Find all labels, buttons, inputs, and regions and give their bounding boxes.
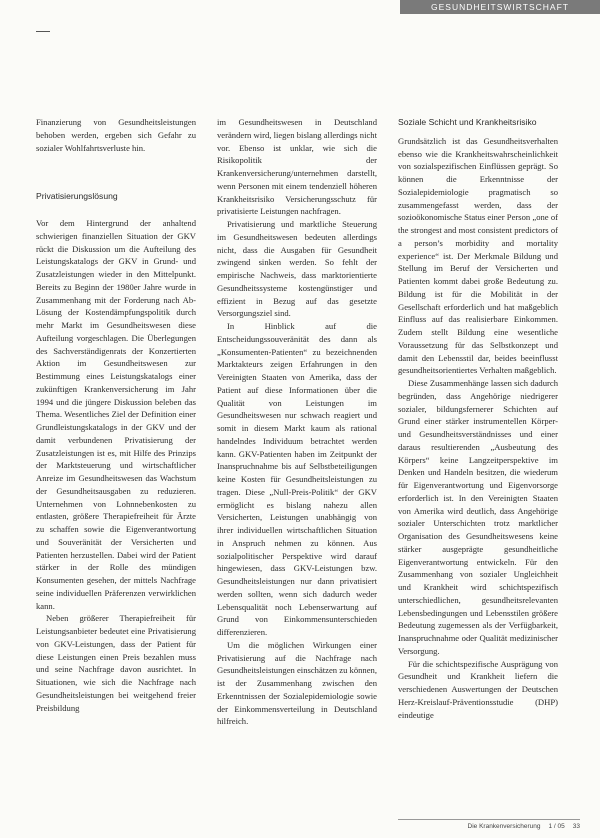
paragraph: Neben größerer Therapiefreiheit für Leistungsanbieter bedeutet eine Privatisierung von GKV-Leistungen, dass der Patient für diese Leistungen einen Preis bezahlen muss und seine Nachfrage davon ausrichtet. In Situationen, wie sich die Nachfrage nach Gesundheitsleistungen bei weitgehend freier Preisbildung: [36, 613, 196, 713]
issue-number: 1 / 05: [548, 823, 565, 830]
paragraph: Privatisierung und marktliche Steuerung im Gesundheitswesen bedeuten allerdings nicht, dass die Ausgaben für Gesundheit zwingend sinken werden. So fehlt der empirische Nachweis, dass marktorientierte Gesundheitssysteme kostengünstiger und effizient in Bezug auf das gesetzte Versorgungsziel sind.: [217, 219, 377, 319]
top-rule: [36, 31, 50, 32]
section-heading: Privatisierungslösung: [36, 191, 118, 202]
column-1: [36, 116, 196, 714]
paragraph: Grundsätzlich ist das Gesundheitsverhalten ebenso wie die Krankheitswahrscheinlichkeit von sozialspezifischen Einflüssen geprägt. So können die Erkenntnisse der Sozialepidemiologie pragmatisch so zusammengefasst werden, dass der sozioökonomische Status einer Person „one of the strongest and most consistent predictors of a person’s morbidity and mortality experience“ ist. Der Merkmale Bildung und Stellung im Beruf der Versicherten und Patienten kommt dabei große Bedeutung zu. Bildung ist für die Mobilität in der Gesellschaft erforderlich und hat maßgeblich Einfluss auf das realisierbare Einkommen. Zudem stellt Bildung eine wesentliche Voraussetzung für das Selbstkonzept und damit den Lebensstil dar, beides beeinflusst gesundheitsorientiertes Verhalten maßgeblich.: [398, 135, 558, 376]
paragraph: im Gesundheitswesen in Deutschland verändern wird, liegen bislang allerdings nicht vor. Ebenso ist unklar, wie sich die Risikopolitik der Krankenversicherung/unternehmen darstellt, wenn Personen mit einem tendenziell höheren Krankheitsrisiko Versicherungsschutz für privatisierte Leistungen nachfragen.: [217, 117, 377, 217]
paragraph: Für die schichtspezifische Ausprägung von Gesundheit und Krankheit liefern die verschiedenen Auswertungen der Deutschen Herz-Kreislauf-Präventionsstudie (DHP) eindeutige: [398, 658, 558, 720]
column-3: [398, 116, 558, 721]
column-2: [217, 116, 377, 728]
paragraph: In Hinblick auf die Entscheidungssouveränität des dann als „Konsumenten-Patienten“ zu bezeichnenden Marktakteurs zeigen Erfahrungen in den Vereinigten Staaten von Amerika, dass der Patient auf diese Informationen über die Qualität von Leistungen im Gesundheitswesen nur schwach reagiert und somit in diesem Markt kaum als rational handelndes Individuum betrachtet werden kann. GKV-Patienten haben im Zeitpunkt der Inanspruchnahme bis auf Selbstbeteiligungen keine Kosten für Gesundheitsleistungen zu tragen. Diese „Null-Preis-Politik“ der GKV ermöglicht es bislang nahezu allen Versicherten, Leistungen unabhängig von ihrer individuellen wirtschaftlichen Situation in Anspruch nehmen zu können. Aus sozialpolitischer Perspektive wird darauf hingewiesen, dass GKV-Leistungen bzw. Gesundheitsleistungen nur dann privatisiert werden sollten, wenn sich dadurch weder Lebensqualität noch Lebenserwartung auf Grund von Einkommensunterschieden differenzieren.: [217, 321, 377, 637]
footer-rule: [398, 819, 580, 820]
paragraph: Diese Zusammenhänge lassen sich dadurch begründen, dass Angehörige niedrigerer sozialer, bildungsfernerer Schichten auf Grund einer stärker instrumentellen Körper- und Gesundheitsverständnisses und einer daraus resultierenden „Ausbeutung des Körpers“ keine Langzeitperspektive im Denken und Handeln besitzen, die wiederum für Eigenverantwortung und Eigenvorsorge erforderlich ist. In den Vereinigten Staaten von Amerika wird deutlich, dass Angehörige sozialer Unterschichten trotz marktlicher Organisation des Gesundheitswesens keine stärker ausgeprägte gesundheitliche Eigenverantwortung entwickeln. Für den Zusammenhang von sozialer Ungleichheit und Krankheit wird schichtspezifisch unterschiedlichen, gesundheitsrelevanten Lebensbedingungen und Lebensstilen größere Bedeutung zugemessen als der Verfügbarkeit, Inanspruchnahme oder Qualität medizinischer Versorgung.: [398, 378, 558, 656]
page-footer: [398, 822, 580, 832]
journal-name: Die Krankenversicherung: [467, 823, 541, 830]
paragraph: Vor dem Hintergrund der anhaltend schwierigen finanziellen Situation der GKV rückt die Diskussion um die Aufteilung des Leistungskatalogs der GKV in Grund- und Zusatzleistungen wieder in den Mittelpunkt. Bereits zu Beginn der 1980er Jahre wurde in Zusammenhang mit der Forderung nach Ab-Lösung der Kostendämpfungspolitik durch mehr Markt im Gesundheitswesen diese Aufteilung vorgeschlagen. Die Überlegungen des Sachverständigenrats der Konzertierten Aktion im Gesundheitswesen zur Bestimmung eines Leistungskatalogs einer zukünftigen Krankenversicherung im Jahr 1994 und die jüngere Diskussion beleben das Thema. Wesentliches Ziel der Definition einer Grundleistungskatalogs in der GKV und der damit verbundenen Privatisierung der Zusatzleistungen ist es, mit Hilfe des Prinzips der Marktsteuerung und wirtschaftlicher Anreize im Gesundheitswesen das Wachstum der Gesundheitsausgaben zu reduzieren. Unternehmen von Lohnnebenkosten zu entlasten, größere Therapiefreiheit für Ärzte zu schaffen sowie die Eigenverantwortung und Souveränität der Versicherten und Patienten herzustellen. Dabei wird der Patient stärker in der Rolle des mündigen Konsumenten gesehen, der mittels Nachfrage seine individuellen Präferenzen verwirklichen kann.: [36, 218, 196, 611]
page-number: 33: [572, 823, 580, 830]
section-header: GESUNDHEITSWIRTSCHAFT: [400, 0, 600, 14]
paragraph: Finanzierung von Gesundheitsleistungen behoben werden, ergeben sich Gefahr zu sozialer Wohlfahrtsverluste hin.: [36, 117, 196, 153]
section-heading: Soziale Schicht und Krankheitsrisiko: [398, 117, 537, 127]
paragraph: Um die möglichen Wirkungen einer Privatisierung auf die Nachfrage nach Gesundheitsleistungen einschätzen zu können, ist der Zusammenhang zwischen den Erkenntnissen der Sozialepidemiologie sowie der Einkommensverteilung in Deutschland hilfreich.: [217, 639, 377, 727]
